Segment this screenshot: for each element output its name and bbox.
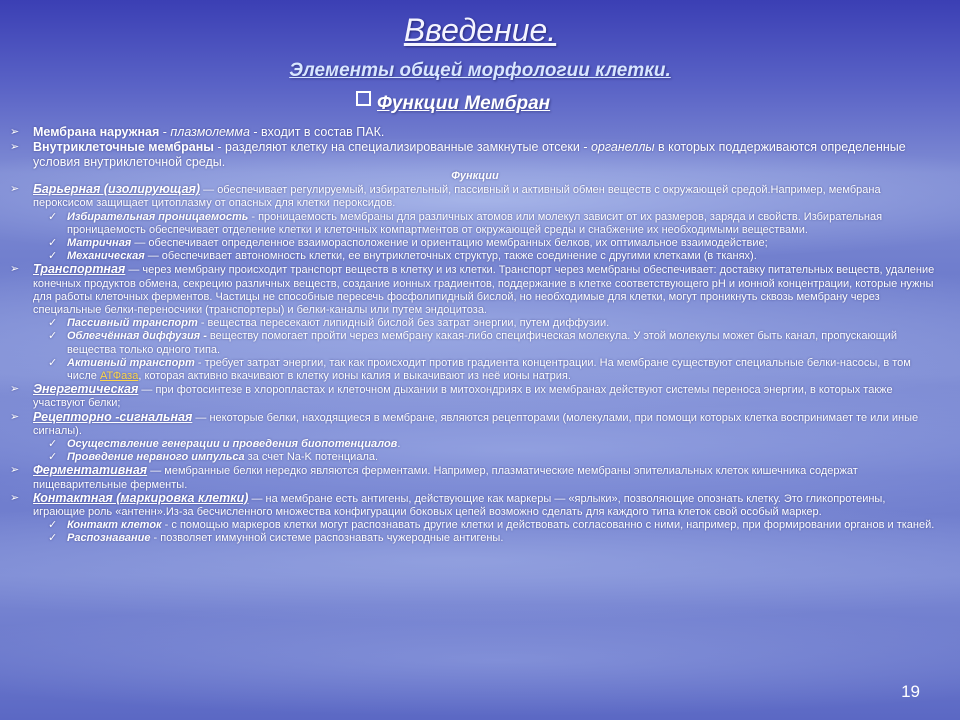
text: , которая активно вкачивают в клетку ионы калия и выкачивают из неё ионы натрия. (138, 370, 571, 383)
sub-item (10, 211, 940, 237)
arrow-bullet-icon: ➢ (10, 410, 20, 423)
text: — некоторые белки, находящиеся в мембране, являются рецепторами (молекулами, при помощи которых клетка воспринимает те или иные сигналы). (33, 411, 919, 437)
term: Матричная (67, 237, 132, 250)
text: - требует затрат энергии, так как происходит против градиента концентрации. На мембране существуют специальные белки-насосы, в том числе (67, 356, 911, 383)
term: Распознавание (67, 532, 151, 545)
term: Контакт клеток (67, 519, 162, 532)
text: - с помощью маркеров клетки могут распознавать другие клетки и действовать согласованно с ними, например, при формировании органов и тканей. (161, 519, 935, 532)
check-bullet-icon: ✓ (48, 438, 58, 451)
term: Осуществление генерации и проведения биопотенциалов (67, 438, 398, 451)
arrow-bullet-icon: ➢ (10, 183, 20, 196)
sub-item (10, 237, 940, 250)
function-heading: Контактная (маркировка клетки) (33, 490, 249, 505)
check-bullet-icon: ✓ (48, 237, 58, 250)
term: Внутриклеточные мембраны (33, 140, 214, 154)
term: Механическая (67, 250, 145, 263)
check-bullet-icon: ✓ (48, 532, 58, 545)
check-bullet-icon: ✓ (48, 451, 58, 464)
text: - разделяют клетку на специализированные замкнутые отсеки - (213, 140, 591, 154)
text: - позволяет иммунной системе распознавать чужеродные антигены. (150, 532, 504, 545)
function-heading: Рецепторно -сигнальная (33, 409, 193, 424)
sub-item (10, 519, 940, 532)
term: Облегчённая диффузия - (67, 330, 207, 343)
text: — при фотосинтезе в хлоропластах и клеточном дыхании в митохондриях в их мембранах действуют системы переноса энергии, в которых также участвуют белки; (33, 384, 893, 410)
slide-title: Введение. (403, 12, 557, 48)
arrow-bullet-icon: ➢ (10, 464, 20, 477)
sub-item (10, 438, 940, 451)
text: — на мембране есть антигены, действующие как маркеры — «ярлыки», позволяющие опознать клетку. Это гликопротеины, играющие роль «антенн».Из-за бесчисленного множества конфигурации боковых цепей возможно сделать для каждого типа клеток свой особый маркер. (33, 492, 886, 519)
function-heading: Ферментативная (33, 463, 148, 478)
list-item-contact (10, 492, 940, 519)
term: Активный транспорт (67, 356, 195, 369)
text: - вещества пересекают липидный бислой без затрат энергии, путем диффузии. (197, 317, 610, 330)
list-item-inner-membranes (10, 140, 940, 170)
sub-item (10, 357, 940, 383)
text: — через мембрану происходит транспорт веществ в клетку и из клетки. Транспорт через мембраны обеспечивает: доставку питательных веществ, удаление конечных продуктов обмена, секрецию различных веществ, создание ионных градиентов, поддержание в клетке соответствующего pH и ионной концентрации, которые нужны для работы клеточных ферментов. Частицы не способные пересечь фосфолипидный бислой, но необходимые для клетки, могут проникнуть сквозь мембрану через специальные белки-переносчики (транспортеры) и белки-каналы или путем эндоцитоза. (33, 264, 935, 317)
slide-content (10, 125, 940, 546)
check-bullet-icon: ✓ (48, 317, 58, 330)
arrow-bullet-icon: ➢ (10, 141, 20, 153)
sub-item (10, 317, 940, 330)
list-item-barrier (10, 183, 940, 210)
function-heading: Энергетическая (33, 382, 139, 397)
checkbox-square-icon (356, 91, 371, 106)
list-item-outer-membrane (10, 125, 940, 140)
text: - (159, 125, 171, 139)
check-bullet-icon: ✓ (48, 250, 58, 263)
list-item-transport (10, 263, 940, 317)
term-italic: органеллы (590, 140, 655, 154)
section-heading (356, 91, 550, 115)
atpase-link[interactable]: АТФаза (99, 370, 139, 383)
page-number: 19 (901, 682, 920, 701)
text: — обеспечивает автономность клетки, ее внутриклеточных структур, также соединение с другими клетками (в тканях). (144, 250, 757, 263)
function-heading: Барьерная (изолирующая) (33, 182, 201, 197)
term: Избирательная проницаемость (67, 210, 249, 223)
text: . (397, 438, 401, 451)
check-bullet-icon: ✓ (48, 519, 58, 532)
text: - проницаемость мембраны для различных атомов или молекул зависит от их размеров, заряда и свойств. Избирательная проницаемость обеспечивает отделение клетки и клеточных компартментов от окружающей среды и снабжение их необходимыми веществами. (67, 210, 883, 236)
text: - входит в состав ПАК. (249, 125, 385, 139)
arrow-bullet-icon: ➢ (10, 383, 20, 396)
sub-item (10, 451, 940, 464)
function-heading: Транспортная (33, 262, 126, 277)
sub-item (10, 532, 940, 545)
slide-subtitle: Элементы общей морфологии клетки. (289, 60, 671, 81)
term-italic: плазмолемма (170, 125, 250, 139)
text: в которых поддерживаются определенные условия внутриклеточной среды. (33, 140, 906, 169)
arrow-bullet-icon: ➢ (10, 491, 20, 504)
list-item-energy (10, 383, 940, 410)
term: Проведение нервного импульса (67, 451, 245, 464)
section-heading-text: Функции Мембран (377, 93, 551, 114)
check-bullet-icon: ✓ (48, 330, 58, 343)
sub-item (10, 250, 940, 263)
arrow-bullet-icon: ➢ (10, 126, 20, 138)
check-bullet-icon: ✓ (48, 210, 58, 223)
list-item-receptor (10, 411, 940, 438)
list-item-enzyme (10, 464, 940, 491)
sub-item (10, 330, 940, 356)
text: — обеспечивает определенное взаиморасположение и ориентацию мембранных белков, их оптимальное взаимодействие; (131, 237, 768, 250)
functions-label: Функции (451, 170, 499, 182)
text: — мембранные белки нередко являются ферментами. Например, плазматические мембраны эпителиальных клеток кишечника содержат пищеварительные ферменты. (33, 465, 858, 491)
check-bullet-icon: ✓ (48, 356, 58, 369)
term: Мембрана наружная (33, 125, 160, 139)
text: — обеспечивает регулируемый, избирательный, пассивный и активный обмен веществ с окружающей средой.Например, мембрана пероксисом защищает цитоплазму от опасных для клетки пероксидов. (33, 184, 881, 210)
arrow-bullet-icon: ➢ (10, 263, 20, 276)
text: за счет Na-K потенциала. (244, 451, 379, 464)
term: Пассивный транспорт (67, 317, 198, 330)
text: веществу помогает пройти через мембрану какая-либо специфическая молекула. У этой молекулы может быть канал, пропускающий вещества только одного типа. (67, 330, 898, 356)
